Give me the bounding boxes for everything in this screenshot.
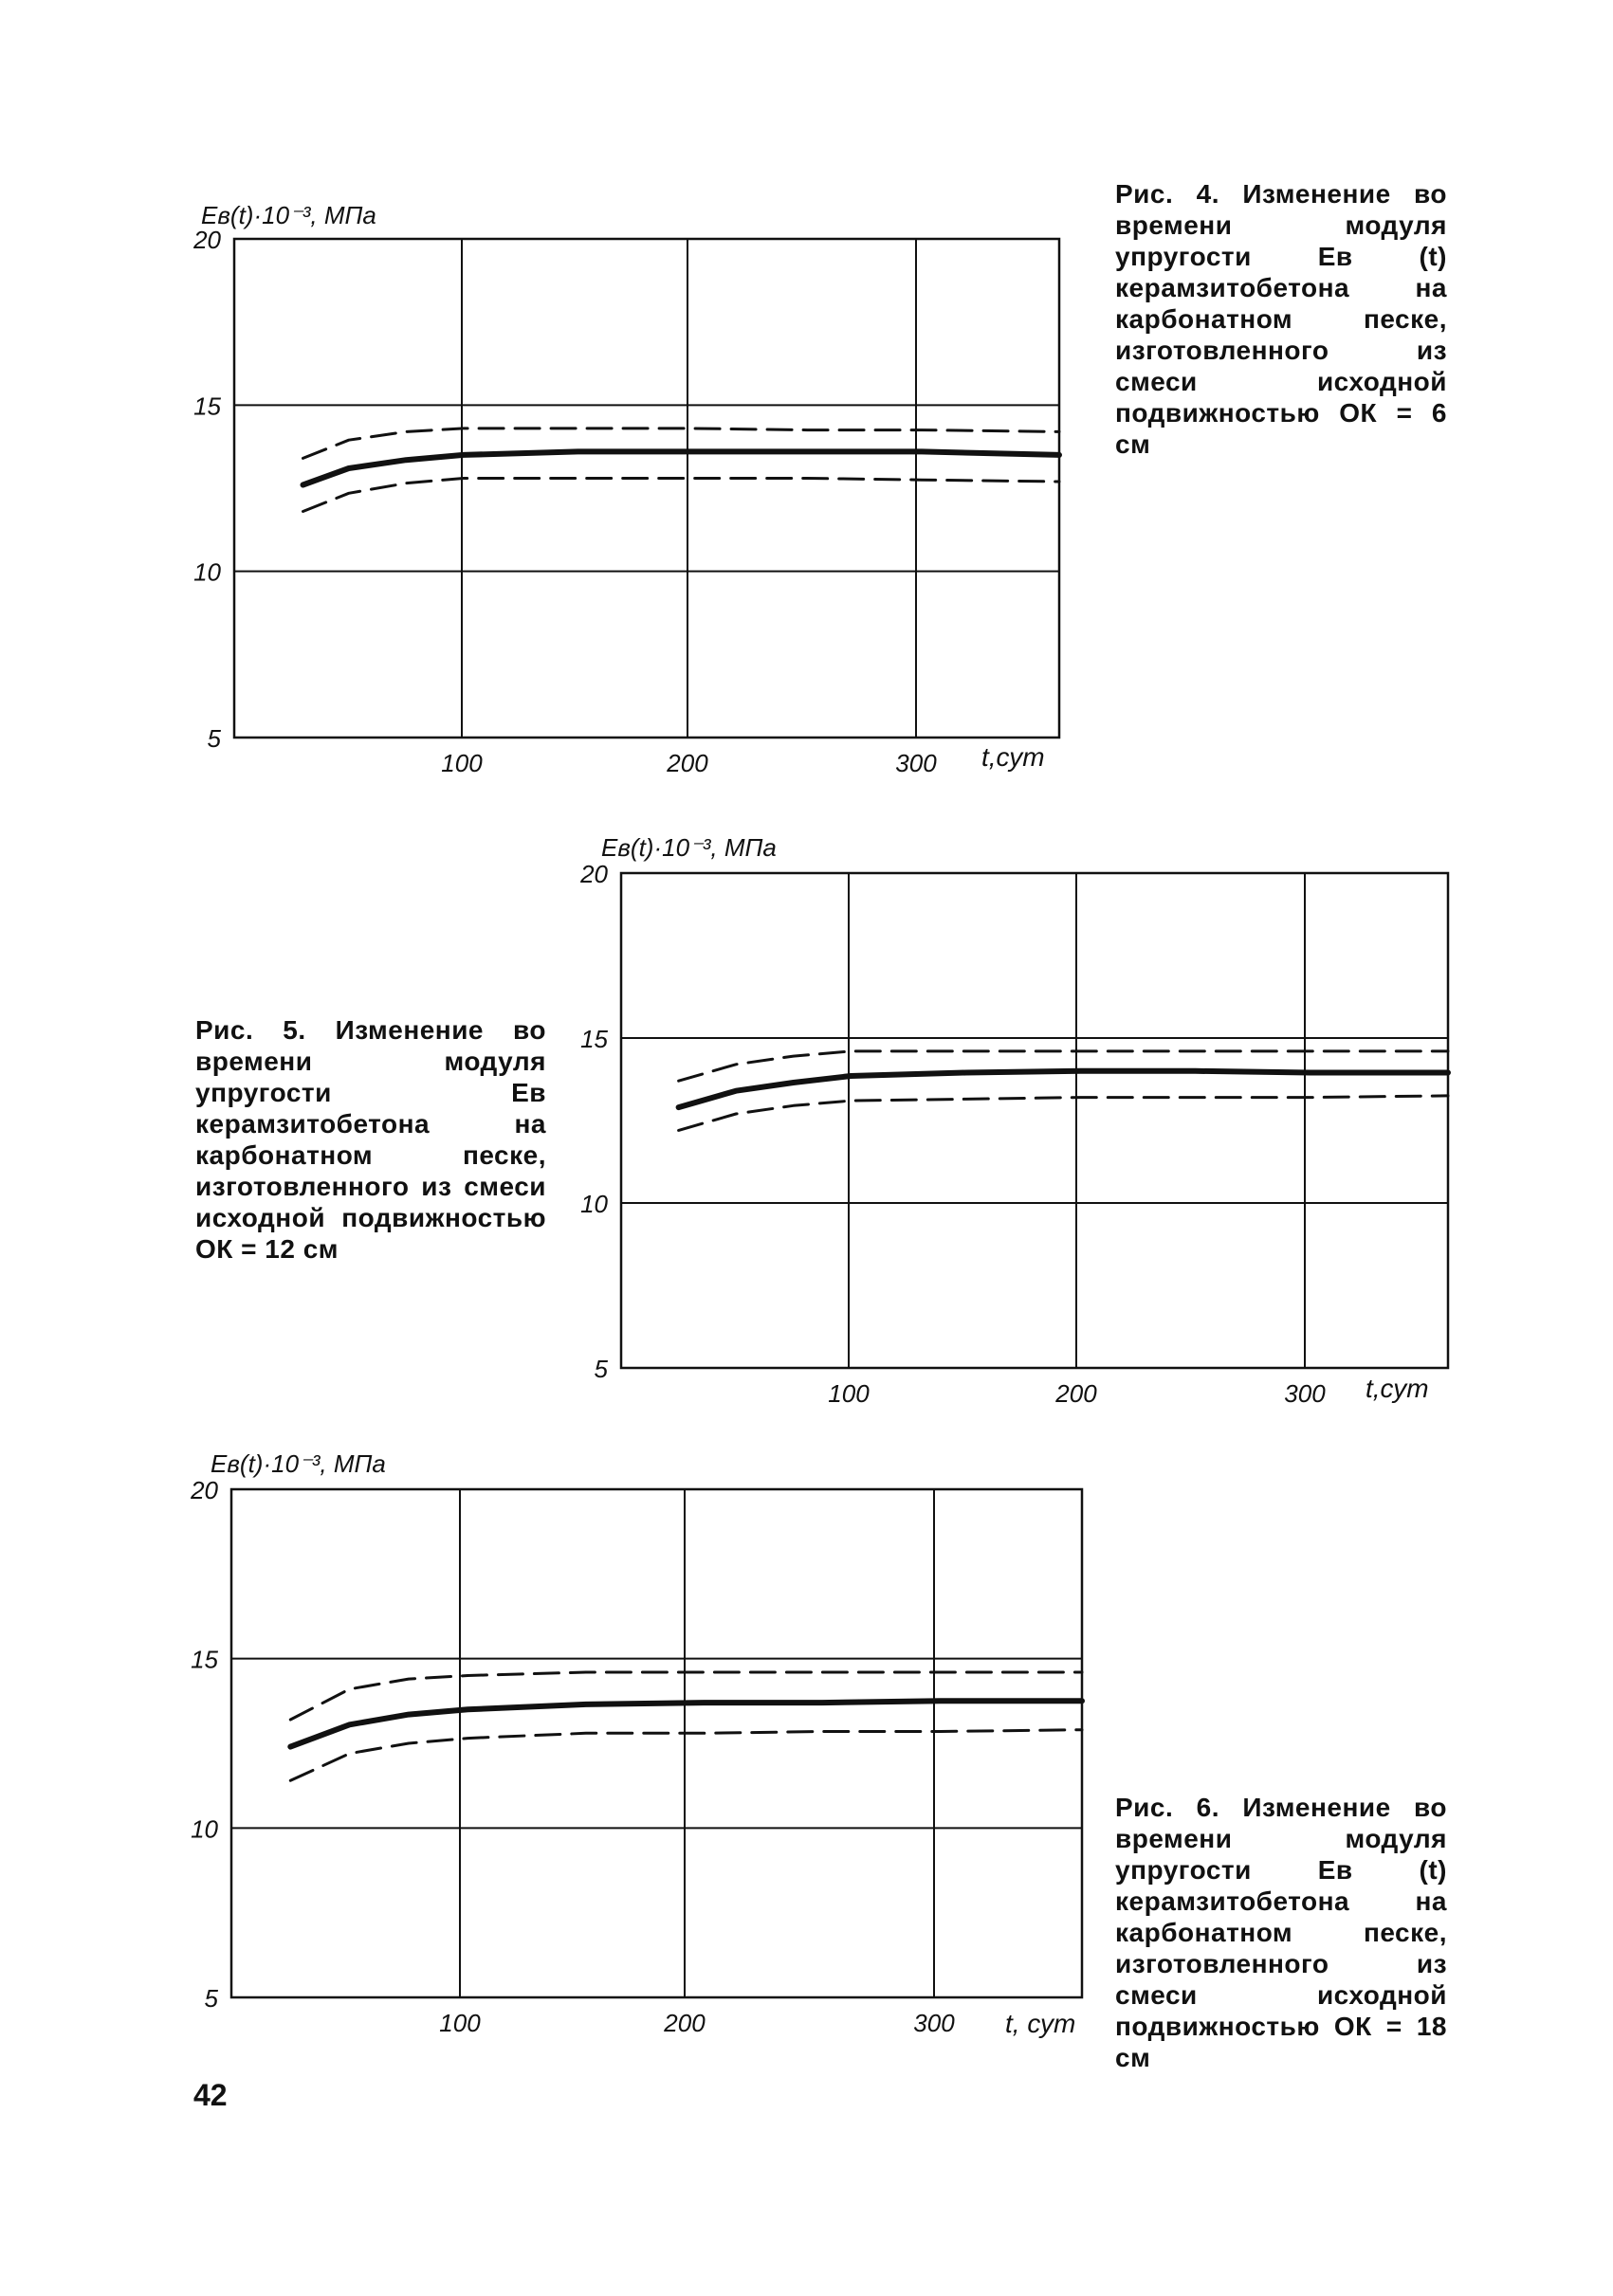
figure-5-caption: Рис. 5. Изменение во времени модуля упругости Eв керамзитобетона на карбонатном песке, изготовленного из смеси исходной подвижностью ОК = 12 см	[195, 1015, 546, 1264]
y-tick-labels	[190, 1476, 218, 2013]
y-tick-label: 20	[191, 1476, 218, 1504]
dashed-bound-line	[290, 1730, 1082, 1781]
figure-6-caption: Рис. 6. Изменение во времени модуля упругости Eв (t) керамзитобетона на карбонатном песке, изготовленного из смеси исходной подвижностью ОК = 18 см	[1115, 1793, 1447, 2072]
x-axis-label: t,сут	[1366, 1374, 1429, 1403]
y-tick-label: 5	[207, 724, 221, 753]
y-tick-label: 5	[594, 1355, 608, 1383]
x-tick-label: 100	[439, 2009, 481, 2037]
plot-frame	[231, 1489, 1082, 1997]
plot-lines	[290, 1672, 1082, 1780]
y-tick-label: 15	[580, 1025, 608, 1053]
x-tick-labels	[439, 2009, 955, 2037]
x-tick-label: 300	[913, 2009, 955, 2037]
x-tick-label: 200	[667, 749, 708, 777]
y-tick-label: 10	[580, 1190, 608, 1218]
y-axis-label: Eв(t)·10⁻³, МПа	[201, 201, 376, 229]
x-axis-label: t, сут	[1005, 2009, 1076, 2038]
x-tick-label: 300	[1284, 1379, 1326, 1408]
y-axis-label: Eв(t)·10⁻³, МПа	[211, 1449, 386, 1478]
y-tick-label: 20	[193, 226, 221, 254]
grid-lines	[231, 1489, 1082, 1997]
y-tick-label: 15	[191, 1645, 218, 1674]
figure-4-caption: Рис. 4. Изменение во времени модуля упругости Eв (t) керамзитобетона на карбонатном песке, изготовленного из смеси исходной подвижностью ОК = 6 см	[1115, 179, 1447, 459]
page-number: 42	[193, 2078, 228, 2112]
modulus-line	[290, 1701, 1082, 1746]
x-tick-label: 100	[441, 749, 483, 777]
y-tick-label: 5	[204, 1984, 218, 2013]
y-tick-label: 10	[191, 1814, 218, 1844]
x-tick-label: 300	[895, 749, 937, 777]
y-tick-label: 20	[580, 860, 608, 888]
y-tick-label: 15	[193, 392, 221, 421]
x-tick-label: 100	[828, 1379, 870, 1408]
x-tick-label: 200	[664, 2009, 706, 2037]
y-tick-label: 10	[193, 557, 221, 587]
x-tick-label: 200	[1055, 1379, 1097, 1408]
x-axis-label: t,сут	[981, 742, 1045, 772]
y-axis-label: Eв(t)·10⁻³, МПа	[601, 833, 777, 862]
